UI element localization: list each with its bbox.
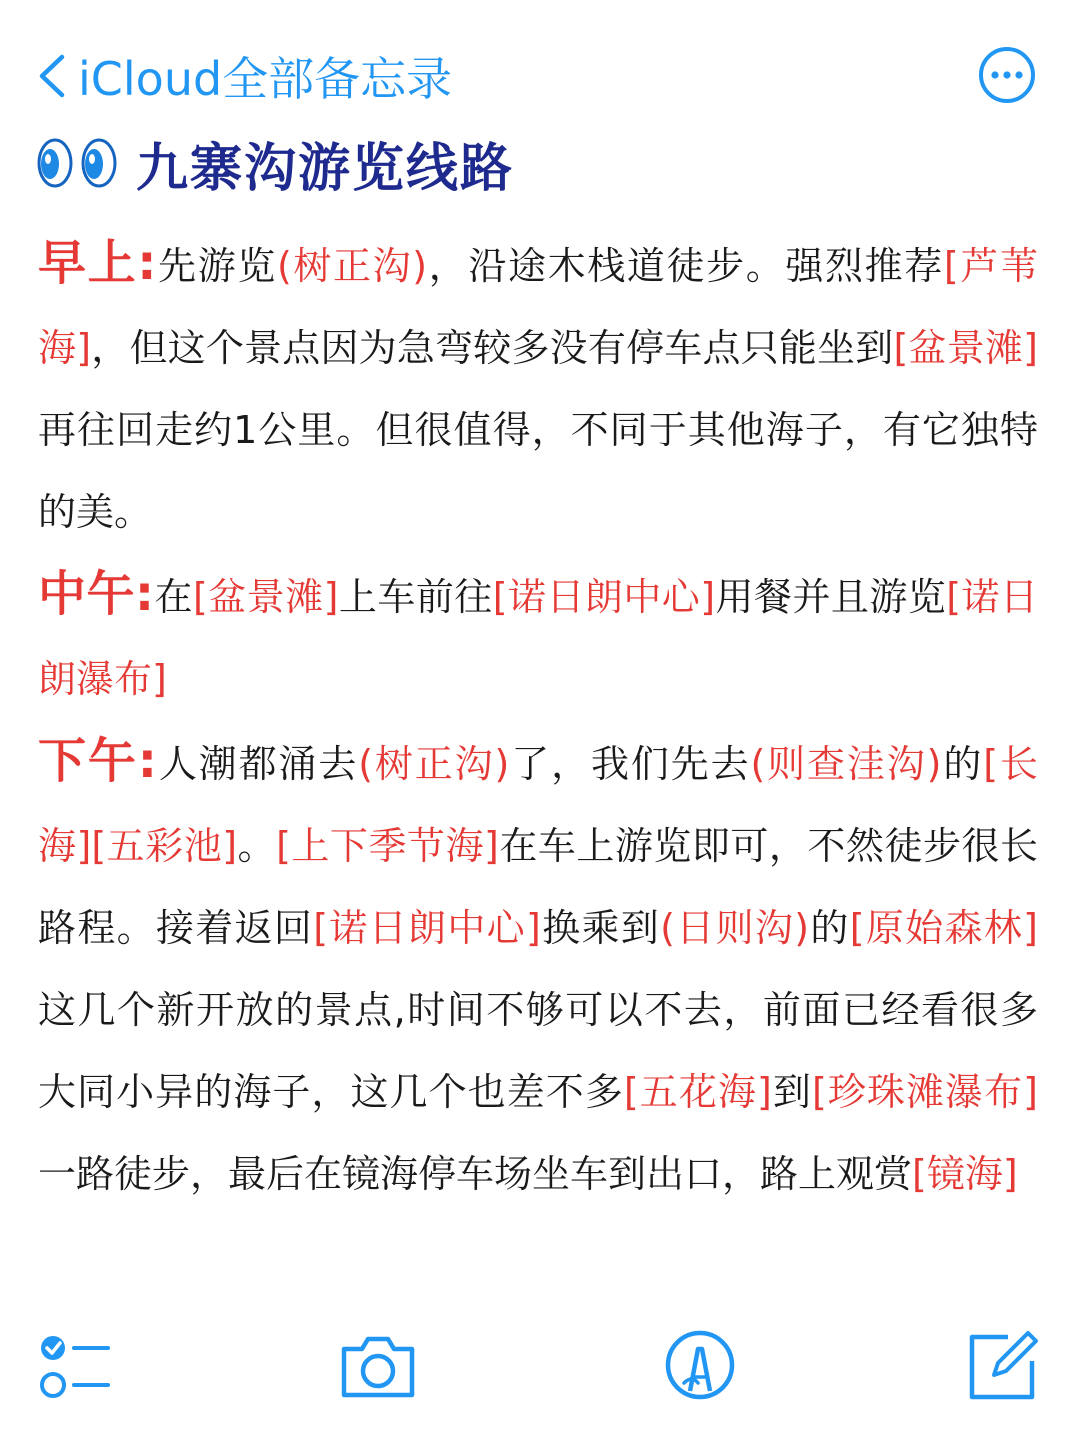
chevron-left-icon xyxy=(36,53,66,99)
markup-button[interactable] xyxy=(660,1325,740,1405)
note-text: 的 xyxy=(809,906,850,950)
compose-button[interactable] xyxy=(964,1325,1044,1405)
place-highlight: (则查洼沟) xyxy=(750,742,942,786)
note-text: 了，我们先去 xyxy=(509,742,751,786)
camera-button[interactable] xyxy=(338,1325,418,1405)
place-highlight: [镜海] xyxy=(912,1152,1018,1196)
place-highlight: (日则沟) xyxy=(660,906,810,950)
place-highlight: [上下季节海] xyxy=(276,824,499,868)
place-highlight: [原始森林] xyxy=(849,906,1038,950)
back-button[interactable] xyxy=(36,44,452,108)
note-text: 再往回走约1公里。但很值得，不同于其他海子，有它独特的美。 xyxy=(38,408,1038,534)
nav-bar xyxy=(0,0,1080,130)
place-highlight: [盆景滩] xyxy=(893,326,1038,370)
note-text: 上车前往 xyxy=(338,575,493,619)
section-label: 下午: xyxy=(38,733,157,789)
eye-icon xyxy=(80,137,118,189)
place-highlight: (树正沟) xyxy=(358,742,510,786)
note-paragraph xyxy=(38,222,1038,553)
bottom-toolbar xyxy=(0,1325,1080,1415)
note-title-row xyxy=(36,128,514,198)
place-highlight: [五花海] xyxy=(623,1070,772,1114)
note-body[interactable] xyxy=(38,222,1038,1215)
note-text: ，但这个景点因为急弯较多没有停车点只能坐到 xyxy=(91,326,894,370)
place-highlight: [诺日朗瀑布] xyxy=(38,575,1038,701)
checklist-icon xyxy=(34,1325,114,1405)
place-highlight: (树正沟) xyxy=(276,244,428,288)
note-text: 人潮都涌去 xyxy=(156,742,359,786)
note-text: 的 xyxy=(941,742,984,786)
camera-icon xyxy=(338,1325,418,1405)
section-label: 中午: xyxy=(38,566,155,622)
note-text: 在车上游览即可，不然徒步很长路程。接着返回 xyxy=(38,824,1038,950)
note-title: 九寨沟游览线路 xyxy=(136,138,515,199)
section-label: 早上: xyxy=(38,235,157,291)
back-label: iCloud全部备忘录 xyxy=(78,52,453,106)
ellipsis-circle-icon xyxy=(978,46,1036,104)
note-text: ，沿途木栈道徒步。强烈推荐 xyxy=(427,244,944,288)
place-highlight: [长海] xyxy=(38,742,1038,868)
place-highlight: [珍珠滩瀑布] xyxy=(811,1070,1038,1114)
place-highlight: [诺日朗中心] xyxy=(313,906,541,950)
eyes-emoji xyxy=(36,137,124,189)
place-highlight: [芦苇海] xyxy=(38,244,1038,370)
note-paragraph xyxy=(38,720,1038,1215)
note-text: 在 xyxy=(154,575,194,619)
note-text: 这几个新开放的景点,时间不够可以不去，前面已经看很多大同小异的海子，这几个也差不多 xyxy=(38,988,1038,1114)
note-paragraph xyxy=(38,553,1038,720)
note-text: 。 xyxy=(237,824,277,868)
checklist-button[interactable] xyxy=(34,1325,114,1405)
place-highlight: [诺日朗中心] xyxy=(492,575,716,619)
place-highlight: [五彩池] xyxy=(91,824,238,868)
eye-icon xyxy=(36,137,74,189)
compose-icon xyxy=(964,1325,1044,1405)
place-highlight: [盆景滩] xyxy=(193,575,339,619)
note-text: 到 xyxy=(771,1070,812,1114)
markup-pen-icon xyxy=(660,1325,740,1405)
note-text: 一路徒步，最后在镜海停车场坐车到出口，路上观赏 xyxy=(38,1152,913,1196)
more-button[interactable] xyxy=(978,46,1036,104)
note-text: 先游览 xyxy=(156,244,277,288)
note-text: 用餐并且游览 xyxy=(715,575,947,619)
note-text: 换乘到 xyxy=(540,906,661,950)
